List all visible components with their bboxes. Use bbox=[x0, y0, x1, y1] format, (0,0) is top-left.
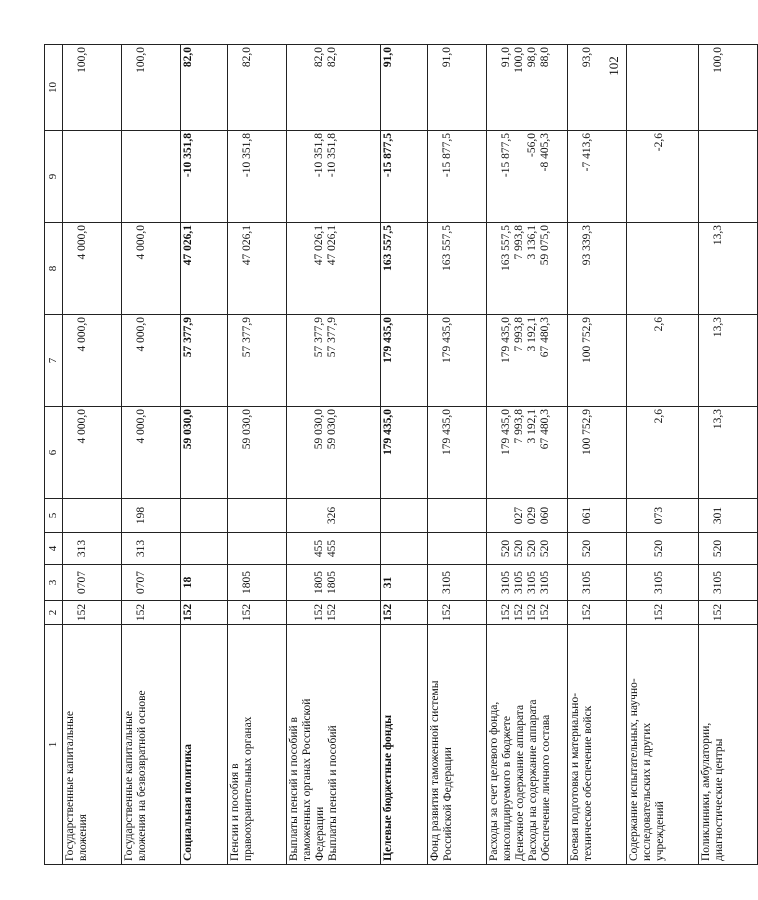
cell-value bbox=[313, 501, 326, 530]
cell-value: 59 030,0 bbox=[326, 409, 338, 450]
cell-col-4 bbox=[627, 533, 699, 565]
cell-value bbox=[712, 133, 725, 220]
row-label-line: Расходы на содержание аппарата bbox=[527, 699, 539, 861]
cell-col-3 bbox=[287, 565, 381, 601]
cell-col-8 bbox=[287, 223, 381, 315]
cell-value: 152 bbox=[526, 603, 538, 622]
cell-col-2 bbox=[627, 601, 699, 625]
row-label bbox=[627, 625, 699, 865]
cell-value: 520 bbox=[539, 539, 551, 558]
cell-col-10 bbox=[568, 45, 627, 131]
row-label bbox=[287, 625, 381, 865]
cell-value: 0707 bbox=[135, 571, 147, 594]
cell-value: 47 026,1 bbox=[313, 225, 325, 266]
cell-value: 59 030,0 bbox=[241, 409, 253, 450]
cell-value: 59 030,0 bbox=[182, 409, 194, 450]
cell-value: -10 351,8 bbox=[313, 133, 325, 178]
cell-col-3 bbox=[228, 565, 287, 601]
cell-col-8 bbox=[568, 223, 627, 315]
budget-table bbox=[44, 44, 758, 865]
cell-value: 57 377,9 bbox=[313, 317, 325, 358]
cell-value: 13,3 bbox=[712, 225, 724, 246]
cell-value: -10 351,8 bbox=[182, 133, 194, 178]
cell-value bbox=[441, 535, 454, 562]
row-label-line: Государственные капитальные bbox=[64, 711, 76, 861]
cell-value: 520 bbox=[500, 539, 512, 558]
cell-col-5 bbox=[181, 499, 228, 533]
row-label-line: Денежное содержание аппарата bbox=[514, 704, 526, 861]
table-row bbox=[63, 45, 122, 865]
cell-value: 152 bbox=[500, 603, 512, 622]
cell-value: 027 bbox=[513, 506, 525, 525]
cell-col-9 bbox=[487, 131, 568, 223]
table-row bbox=[487, 45, 568, 865]
cell-value: 152 bbox=[539, 603, 551, 622]
row-label-line: диагностические центры bbox=[713, 738, 725, 861]
column-header-6: 6 bbox=[45, 407, 63, 499]
cell-col-3 bbox=[699, 565, 758, 601]
cell-col-7 bbox=[568, 315, 627, 407]
cell-value bbox=[76, 501, 89, 530]
cell-value: 152 bbox=[135, 603, 147, 622]
cell-value: 179 435,0 bbox=[382, 409, 394, 455]
cell-value: 3105 bbox=[539, 571, 551, 594]
cell-value: 91,0 bbox=[441, 47, 453, 68]
row-label-line: Государственные капитальные bbox=[123, 711, 135, 861]
cell-col-4 bbox=[699, 533, 758, 565]
cell-col-2 bbox=[381, 601, 428, 625]
cell-col-2 bbox=[122, 601, 181, 625]
cell-value: 163 557,5 bbox=[500, 225, 512, 271]
cell-col-9 bbox=[627, 131, 699, 223]
cell-value: 3 136,1 bbox=[526, 225, 538, 260]
cell-col-6 bbox=[568, 407, 627, 499]
row-label-line: консолидируемого в бюджете bbox=[501, 716, 513, 861]
cell-value: 4 000,0 bbox=[76, 409, 88, 444]
row-label bbox=[699, 625, 758, 865]
cell-col-10 bbox=[228, 45, 287, 131]
cell-col-5 bbox=[381, 499, 428, 533]
cell-col-8 bbox=[627, 223, 699, 315]
cell-col-8 bbox=[487, 223, 568, 315]
cell-col-5 bbox=[122, 499, 181, 533]
cell-value: 152 bbox=[441, 603, 453, 622]
cell-value: 152 bbox=[653, 603, 665, 622]
cell-value: 455 bbox=[313, 539, 325, 558]
cell-col-10 bbox=[428, 45, 487, 131]
cell-col-9 bbox=[568, 131, 627, 223]
header-row bbox=[45, 45, 63, 865]
cell-value bbox=[653, 47, 666, 128]
cell-value bbox=[382, 535, 395, 562]
cell-value: 520 bbox=[712, 539, 724, 558]
cell-col-2 bbox=[181, 601, 228, 625]
cell-col-7 bbox=[699, 315, 758, 407]
cell-col-6 bbox=[487, 407, 568, 499]
cell-value: 152 bbox=[382, 603, 394, 622]
cell-value bbox=[382, 501, 395, 530]
cell-value: 59 075,0 bbox=[539, 225, 551, 266]
column-header-5: 5 bbox=[45, 499, 63, 533]
cell-value: 3105 bbox=[581, 571, 593, 594]
cell-col-3 bbox=[122, 565, 181, 601]
cell-value bbox=[500, 501, 513, 530]
table-row bbox=[428, 45, 487, 865]
cell-col-7 bbox=[487, 315, 568, 407]
cell-col-5 bbox=[568, 499, 627, 533]
cell-value: 100,0 bbox=[76, 47, 88, 73]
cell-value bbox=[513, 133, 526, 220]
cell-col-4 bbox=[487, 533, 568, 565]
cell-value: 179 435,0 bbox=[382, 317, 394, 363]
cell-col-5 bbox=[428, 499, 487, 533]
cell-col-8 bbox=[228, 223, 287, 315]
cell-col-3 bbox=[181, 565, 228, 601]
cell-value: 88,0 bbox=[539, 47, 551, 68]
row-label bbox=[568, 625, 627, 865]
cell-col-6 bbox=[63, 407, 122, 499]
row-label bbox=[487, 625, 568, 865]
row-label-line: Расходы за счет целевого фонда, bbox=[488, 701, 500, 861]
row-label bbox=[228, 625, 287, 865]
cell-value: 3105 bbox=[526, 571, 538, 594]
cell-col-8 bbox=[428, 223, 487, 315]
cell-value: 152 bbox=[712, 603, 724, 622]
cell-col-9 bbox=[287, 131, 381, 223]
table-row bbox=[228, 45, 287, 865]
cell-col-6 bbox=[228, 407, 287, 499]
cell-col-9 bbox=[122, 131, 181, 223]
cell-col-4 bbox=[228, 533, 287, 565]
cell-value: 520 bbox=[581, 539, 593, 558]
cell-value: 47 026,1 bbox=[182, 225, 194, 266]
cell-col-8 bbox=[63, 223, 122, 315]
table-row bbox=[122, 45, 181, 865]
cell-col-10 bbox=[122, 45, 181, 131]
cell-col-6 bbox=[122, 407, 181, 499]
cell-col-10 bbox=[487, 45, 568, 131]
cell-value: 179 435,0 bbox=[441, 409, 453, 455]
cell-col-8 bbox=[699, 223, 758, 315]
cell-value: 163 557,5 bbox=[382, 225, 394, 271]
cell-value: 100 752,9 bbox=[581, 317, 593, 363]
cell-value: 1805 bbox=[326, 571, 338, 594]
cell-col-7 bbox=[381, 315, 428, 407]
cell-value: 198 bbox=[135, 506, 147, 525]
cell-value: 7 993,8 bbox=[513, 225, 525, 260]
cell-col-8 bbox=[181, 223, 228, 315]
cell-col-5 bbox=[699, 499, 758, 533]
row-label-line: Федерации bbox=[314, 806, 326, 861]
cell-value: 520 bbox=[526, 539, 538, 558]
cell-value bbox=[241, 501, 254, 530]
cell-value: 1805 bbox=[241, 571, 253, 594]
cell-value: 152 bbox=[326, 603, 338, 622]
cell-value: 4 000,0 bbox=[135, 317, 147, 352]
cell-value: 152 bbox=[182, 603, 194, 622]
cell-col-2 bbox=[287, 601, 381, 625]
cell-value: 91,0 bbox=[500, 47, 512, 68]
cell-value: 82,0 bbox=[326, 47, 338, 68]
cell-col-9 bbox=[228, 131, 287, 223]
cell-value: 2,6 bbox=[653, 409, 665, 424]
cell-col-8 bbox=[122, 223, 181, 315]
cell-value: 100 752,9 bbox=[581, 409, 593, 455]
column-header-9: 9 bbox=[45, 131, 63, 223]
cell-value: 57 377,9 bbox=[241, 317, 253, 358]
cell-col-3 bbox=[63, 565, 122, 601]
column-header-8: 8 bbox=[45, 223, 63, 315]
cell-col-7 bbox=[181, 315, 228, 407]
cell-col-9 bbox=[381, 131, 428, 223]
row-label-line: вложения на безвозвратной основе bbox=[136, 690, 148, 861]
row-label bbox=[122, 625, 181, 865]
cell-value: 152 bbox=[581, 603, 593, 622]
cell-value: 1805 bbox=[313, 571, 325, 594]
cell-value: -15 877,5 bbox=[500, 133, 512, 178]
row-label-line: Фонд развития таможенной системы bbox=[429, 680, 441, 861]
cell-col-2 bbox=[63, 601, 122, 625]
cell-value: 4 000,0 bbox=[135, 225, 147, 260]
cell-value: -8 405,3 bbox=[539, 133, 551, 172]
cell-value: 179 435,0 bbox=[500, 409, 512, 455]
cell-col-6 bbox=[428, 407, 487, 499]
table-row bbox=[699, 45, 758, 865]
cell-value: 029 bbox=[526, 506, 538, 525]
row-label-line: исследовательских и других bbox=[641, 722, 653, 861]
cell-col-4 bbox=[63, 533, 122, 565]
cell-col-4 bbox=[568, 533, 627, 565]
cell-value: 3105 bbox=[500, 571, 512, 594]
cell-value: 060 bbox=[539, 506, 551, 525]
cell-value: 67 480,3 bbox=[539, 409, 551, 450]
table-body bbox=[63, 45, 758, 865]
cell-col-2 bbox=[699, 601, 758, 625]
cell-value: 100,0 bbox=[135, 47, 147, 73]
cell-col-7 bbox=[627, 315, 699, 407]
row-label-line: Боевая подготовка и материально- bbox=[569, 692, 581, 861]
cell-value: 4 000,0 bbox=[135, 409, 147, 444]
cell-col-2 bbox=[228, 601, 287, 625]
row-label-line: Содержание испытательных, научно- bbox=[628, 678, 640, 861]
row-label-line: Поликлиники, амбулатории, bbox=[700, 722, 712, 861]
cell-value: 0707 bbox=[76, 571, 88, 594]
cell-value: 520 bbox=[653, 539, 665, 558]
cell-value: 520 bbox=[513, 539, 525, 558]
cell-col-7 bbox=[428, 315, 487, 407]
cell-value: 31 bbox=[382, 576, 394, 589]
cell-value: -10 351,8 bbox=[241, 133, 253, 178]
row-label-line: Пенсии и пособия в bbox=[229, 763, 241, 861]
row-label-line: Выплаты пенсий и пособий bbox=[327, 725, 339, 861]
column-header-4: 4 bbox=[45, 533, 63, 565]
column-header-7: 7 bbox=[45, 315, 63, 407]
cell-value bbox=[135, 133, 148, 220]
cell-value: 100,0 bbox=[513, 47, 525, 73]
cell-col-6 bbox=[699, 407, 758, 499]
cell-value bbox=[653, 225, 666, 312]
cell-col-5 bbox=[627, 499, 699, 533]
column-header-3: 3 bbox=[45, 565, 63, 601]
cell-col-9 bbox=[181, 131, 228, 223]
cell-value: 59 030,0 bbox=[313, 409, 325, 450]
cell-col-2 bbox=[428, 601, 487, 625]
row-label-line: техническое обеспечение войск bbox=[582, 705, 594, 861]
cell-value: 3105 bbox=[441, 571, 453, 594]
cell-value: 47 026,1 bbox=[326, 225, 338, 266]
cell-value: 18 bbox=[182, 576, 194, 589]
cell-value: 3105 bbox=[513, 571, 525, 594]
cell-col-4 bbox=[381, 533, 428, 565]
row-label bbox=[181, 625, 228, 865]
cell-col-4 bbox=[181, 533, 228, 565]
cell-value: -7 413,6 bbox=[581, 133, 593, 172]
cell-col-3 bbox=[428, 565, 487, 601]
cell-value: 82,0 bbox=[182, 47, 194, 68]
cell-col-3 bbox=[627, 565, 699, 601]
cell-value: 91,0 bbox=[382, 47, 394, 68]
row-label-line: Целевые бюджетные фонды bbox=[382, 714, 394, 861]
cell-col-5 bbox=[63, 499, 122, 533]
page-number: 102 bbox=[606, 56, 621, 76]
cell-value: 7 993,8 bbox=[513, 409, 525, 444]
cell-col-5 bbox=[228, 499, 287, 533]
cell-value: 13,3 bbox=[712, 317, 724, 338]
cell-col-4 bbox=[287, 533, 381, 565]
cell-value: 3 192,1 bbox=[526, 409, 538, 444]
row-label bbox=[381, 625, 428, 865]
cell-value: 57 377,9 bbox=[182, 317, 194, 358]
cell-value: 100,0 bbox=[712, 47, 724, 73]
cell-value bbox=[441, 501, 454, 530]
column-header-10: 10 bbox=[45, 45, 63, 131]
cell-value: 93,0 bbox=[581, 47, 593, 68]
cell-value: 152 bbox=[513, 603, 525, 622]
cell-value: 2,6 bbox=[653, 317, 665, 332]
table-row bbox=[381, 45, 428, 865]
cell-col-10 bbox=[699, 45, 758, 131]
cell-value: 152 bbox=[76, 603, 88, 622]
row-label bbox=[428, 625, 487, 865]
row-label-line: вложения bbox=[77, 814, 89, 861]
cell-value: -2,6 bbox=[653, 133, 665, 152]
cell-value: 455 bbox=[326, 539, 338, 558]
cell-col-5 bbox=[487, 499, 568, 533]
cell-col-2 bbox=[568, 601, 627, 625]
cell-value: 061 bbox=[581, 506, 593, 525]
cell-col-10 bbox=[627, 45, 699, 131]
cell-value: 47 026,1 bbox=[241, 225, 253, 266]
cell-value: -15 877,5 bbox=[382, 133, 394, 178]
cell-col-3 bbox=[381, 565, 428, 601]
cell-col-6 bbox=[181, 407, 228, 499]
cell-col-4 bbox=[428, 533, 487, 565]
column-header-1: 1 bbox=[45, 625, 63, 865]
cell-col-2 bbox=[487, 601, 568, 625]
cell-value: 152 bbox=[313, 603, 325, 622]
cell-col-7 bbox=[287, 315, 381, 407]
cell-value: 4 000,0 bbox=[76, 225, 88, 260]
cell-value: 13,3 bbox=[712, 409, 724, 430]
cell-value bbox=[76, 133, 89, 220]
column-header-2: 2 bbox=[45, 601, 63, 625]
cell-col-9 bbox=[699, 131, 758, 223]
table-row bbox=[568, 45, 627, 865]
table-row bbox=[287, 45, 381, 865]
cell-value: 57 377,9 bbox=[326, 317, 338, 358]
cell-value bbox=[182, 501, 195, 530]
cell-value: 179 435,0 bbox=[500, 317, 512, 363]
cell-value: 3 192,1 bbox=[526, 317, 538, 352]
cell-value: 7 993,8 bbox=[513, 317, 525, 352]
cell-value: 82,0 bbox=[313, 47, 325, 68]
cell-col-10 bbox=[63, 45, 122, 131]
row-label-line: правоохранительных органах bbox=[242, 716, 254, 861]
cell-value: 93 339,3 bbox=[581, 225, 593, 266]
row-label-line: Социальная политика bbox=[182, 744, 194, 861]
cell-value: -15 877,5 bbox=[441, 133, 453, 178]
cell-col-3 bbox=[568, 565, 627, 601]
table-row bbox=[181, 45, 228, 865]
cell-col-3 bbox=[487, 565, 568, 601]
row-label-line: учреждений bbox=[654, 801, 666, 861]
cell-value: -56,0 bbox=[526, 133, 538, 157]
cell-value: 82,0 bbox=[241, 47, 253, 68]
cell-value bbox=[182, 535, 195, 562]
cell-value: 152 bbox=[241, 603, 253, 622]
cell-col-9 bbox=[428, 131, 487, 223]
cell-col-6 bbox=[627, 407, 699, 499]
cell-value: 313 bbox=[135, 539, 147, 558]
cell-value: 67 480,3 bbox=[539, 317, 551, 358]
cell-value: 301 bbox=[712, 506, 724, 525]
cell-col-7 bbox=[228, 315, 287, 407]
cell-col-5 bbox=[287, 499, 381, 533]
cell-col-10 bbox=[181, 45, 228, 131]
cell-value: 326 bbox=[326, 506, 338, 525]
cell-value: 3105 bbox=[653, 571, 665, 594]
cell-value bbox=[241, 535, 254, 562]
cell-col-4 bbox=[122, 533, 181, 565]
cell-col-8 bbox=[381, 223, 428, 315]
cell-col-10 bbox=[381, 45, 428, 131]
cell-value: 073 bbox=[653, 506, 665, 525]
cell-value: -10 351,8 bbox=[326, 133, 338, 178]
cell-col-10 bbox=[287, 45, 381, 131]
cell-col-7 bbox=[63, 315, 122, 407]
cell-col-6 bbox=[381, 407, 428, 499]
cell-col-7 bbox=[122, 315, 181, 407]
cell-value: 98,0 bbox=[526, 47, 538, 68]
row-label-line: Российской Федерации bbox=[442, 747, 454, 861]
cell-value: 4 000,0 bbox=[76, 317, 88, 352]
cell-col-9 bbox=[63, 131, 122, 223]
table-row bbox=[627, 45, 699, 865]
cell-value: 179 435,0 bbox=[441, 317, 453, 363]
cell-col-6 bbox=[287, 407, 381, 499]
row-label bbox=[63, 625, 122, 865]
cell-value: 313 bbox=[76, 539, 88, 558]
cell-value: 163 557,5 bbox=[441, 225, 453, 271]
row-label-line: Выплаты пенсий и пособий в bbox=[288, 717, 300, 861]
row-label-line: Обеспечение личного состава bbox=[540, 714, 552, 861]
row-label-line: таможенных органах Российской bbox=[301, 698, 313, 861]
cell-value: 3105 bbox=[712, 571, 724, 594]
